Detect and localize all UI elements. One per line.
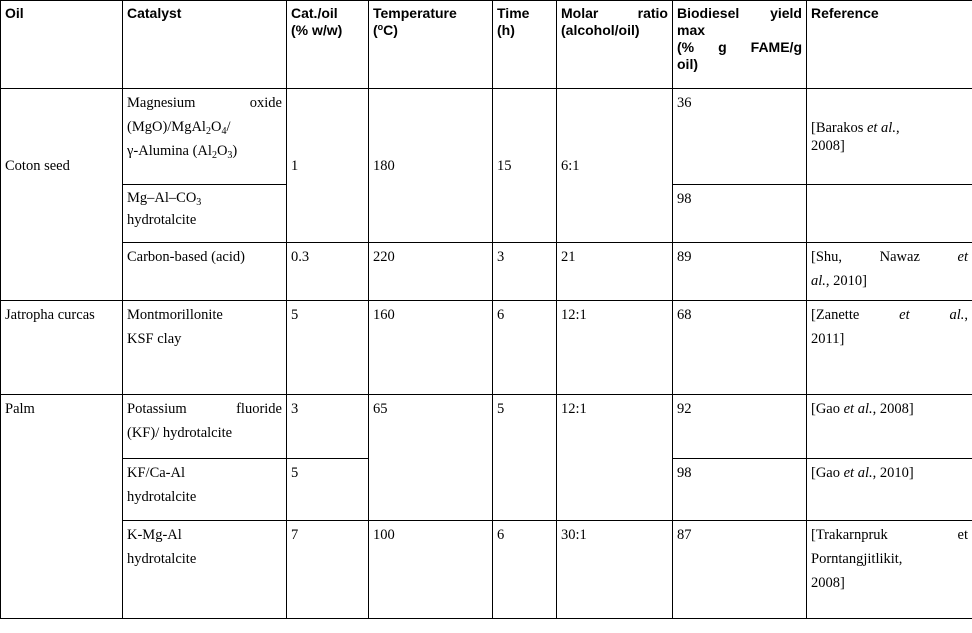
oil-cell: Coton seed — [1, 89, 123, 301]
yield-cell: 98 — [673, 459, 807, 521]
cat-oil-cell: 3 — [287, 395, 369, 459]
header-reference: Reference — [807, 1, 972, 89]
header-molar-ratio: Molar ratio (alcohol/oil) — [557, 1, 673, 89]
yield-cell: 89 — [673, 243, 807, 301]
molar-ratio-cell: 21 — [557, 243, 673, 301]
catalyst-cell: Montmorillonite KSF clay — [123, 301, 287, 395]
temperature-cell: 220 — [369, 243, 493, 301]
molar-ratio-cell: 30:1 — [557, 521, 673, 619]
catalyst-cell: Potassium fluoride (KF)/ hydrotalcite — [123, 395, 287, 459]
header-cat-oil: Cat./oil (% w/w) — [287, 1, 369, 89]
table-row — [1, 395, 972, 459]
catalyst-cell: K-Mg-Al hydrotalcite — [123, 521, 287, 619]
yield-cell: 92 — [673, 395, 807, 459]
time-cell: 15 — [493, 89, 557, 243]
cat-oil-cell: 5 — [287, 459, 369, 521]
oil-cell: Palm — [1, 395, 123, 619]
reference-cell: [Gao et al., 2010] — [807, 459, 972, 521]
reference-cell: [Barakos et al., 2008] — [807, 89, 972, 185]
molar-ratio-cell: 6:1 — [557, 89, 673, 243]
table-row — [1, 89, 972, 185]
time-cell: 3 — [493, 243, 557, 301]
header-catalyst: Catalyst — [123, 1, 287, 89]
reference-cell: [Shu, Nawaz et al., 2010] — [807, 243, 972, 301]
reference-cell: [Trakarnpruk et Porntangjitlikit, 2008] — [807, 521, 972, 619]
temperature-cell: 100 — [369, 521, 493, 619]
catalyst-cell: Magnesium oxide $(MgO)/MgAl_2O_4/$ γ-Alumina $(Al_2O_3)$ — [123, 89, 287, 185]
table-row — [1, 301, 972, 395]
header-biodiesel-yield: Biodiesel yield max (% g FAME/g oil) — [673, 1, 807, 89]
temperature-cell: 180 — [369, 89, 493, 243]
header-oil: Oil — [1, 1, 123, 89]
reference-cell — [807, 185, 972, 243]
cat-oil-cell: 5 — [287, 301, 369, 395]
reference-cell: [Gao et al., 2008] — [807, 395, 972, 459]
cat-oil-cell: 0.3 — [287, 243, 369, 301]
catalyst-cell: KF/Ca-Al hydrotalcite — [123, 459, 287, 521]
time-cell: 6 — [493, 301, 557, 395]
cat-oil-cell: 1 — [287, 89, 369, 243]
molar-ratio-cell: 12:1 — [557, 301, 673, 395]
yield-cell: 36 — [673, 89, 807, 185]
cat-oil-cell: 7 — [287, 521, 369, 619]
yield-cell: 98 — [673, 185, 807, 243]
header-time: Time (h) — [493, 1, 557, 89]
reference-cell: [Zanette et al., 2011] — [807, 301, 972, 395]
catalyst-cell: $Mg-Al-CO_3$ hydrotalcite — [123, 185, 287, 243]
yield-cell: 68 — [673, 301, 807, 395]
oil-cell: Jatropha curcas — [1, 301, 123, 395]
molar-ratio-cell: 12:1 — [557, 395, 673, 521]
header-row — [1, 1, 972, 89]
temperature-cell: 160 — [369, 301, 493, 395]
header-temperature: Temperature ($^o$C) — [369, 1, 493, 89]
table-row — [1, 521, 972, 619]
time-cell: 6 — [493, 521, 557, 619]
time-cell: 5 — [493, 395, 557, 521]
catalyst-cell: Carbon-based (acid) — [123, 243, 287, 301]
table-row — [1, 243, 972, 301]
temperature-cell: 65 — [369, 395, 493, 521]
yield-cell: 87 — [673, 521, 807, 619]
